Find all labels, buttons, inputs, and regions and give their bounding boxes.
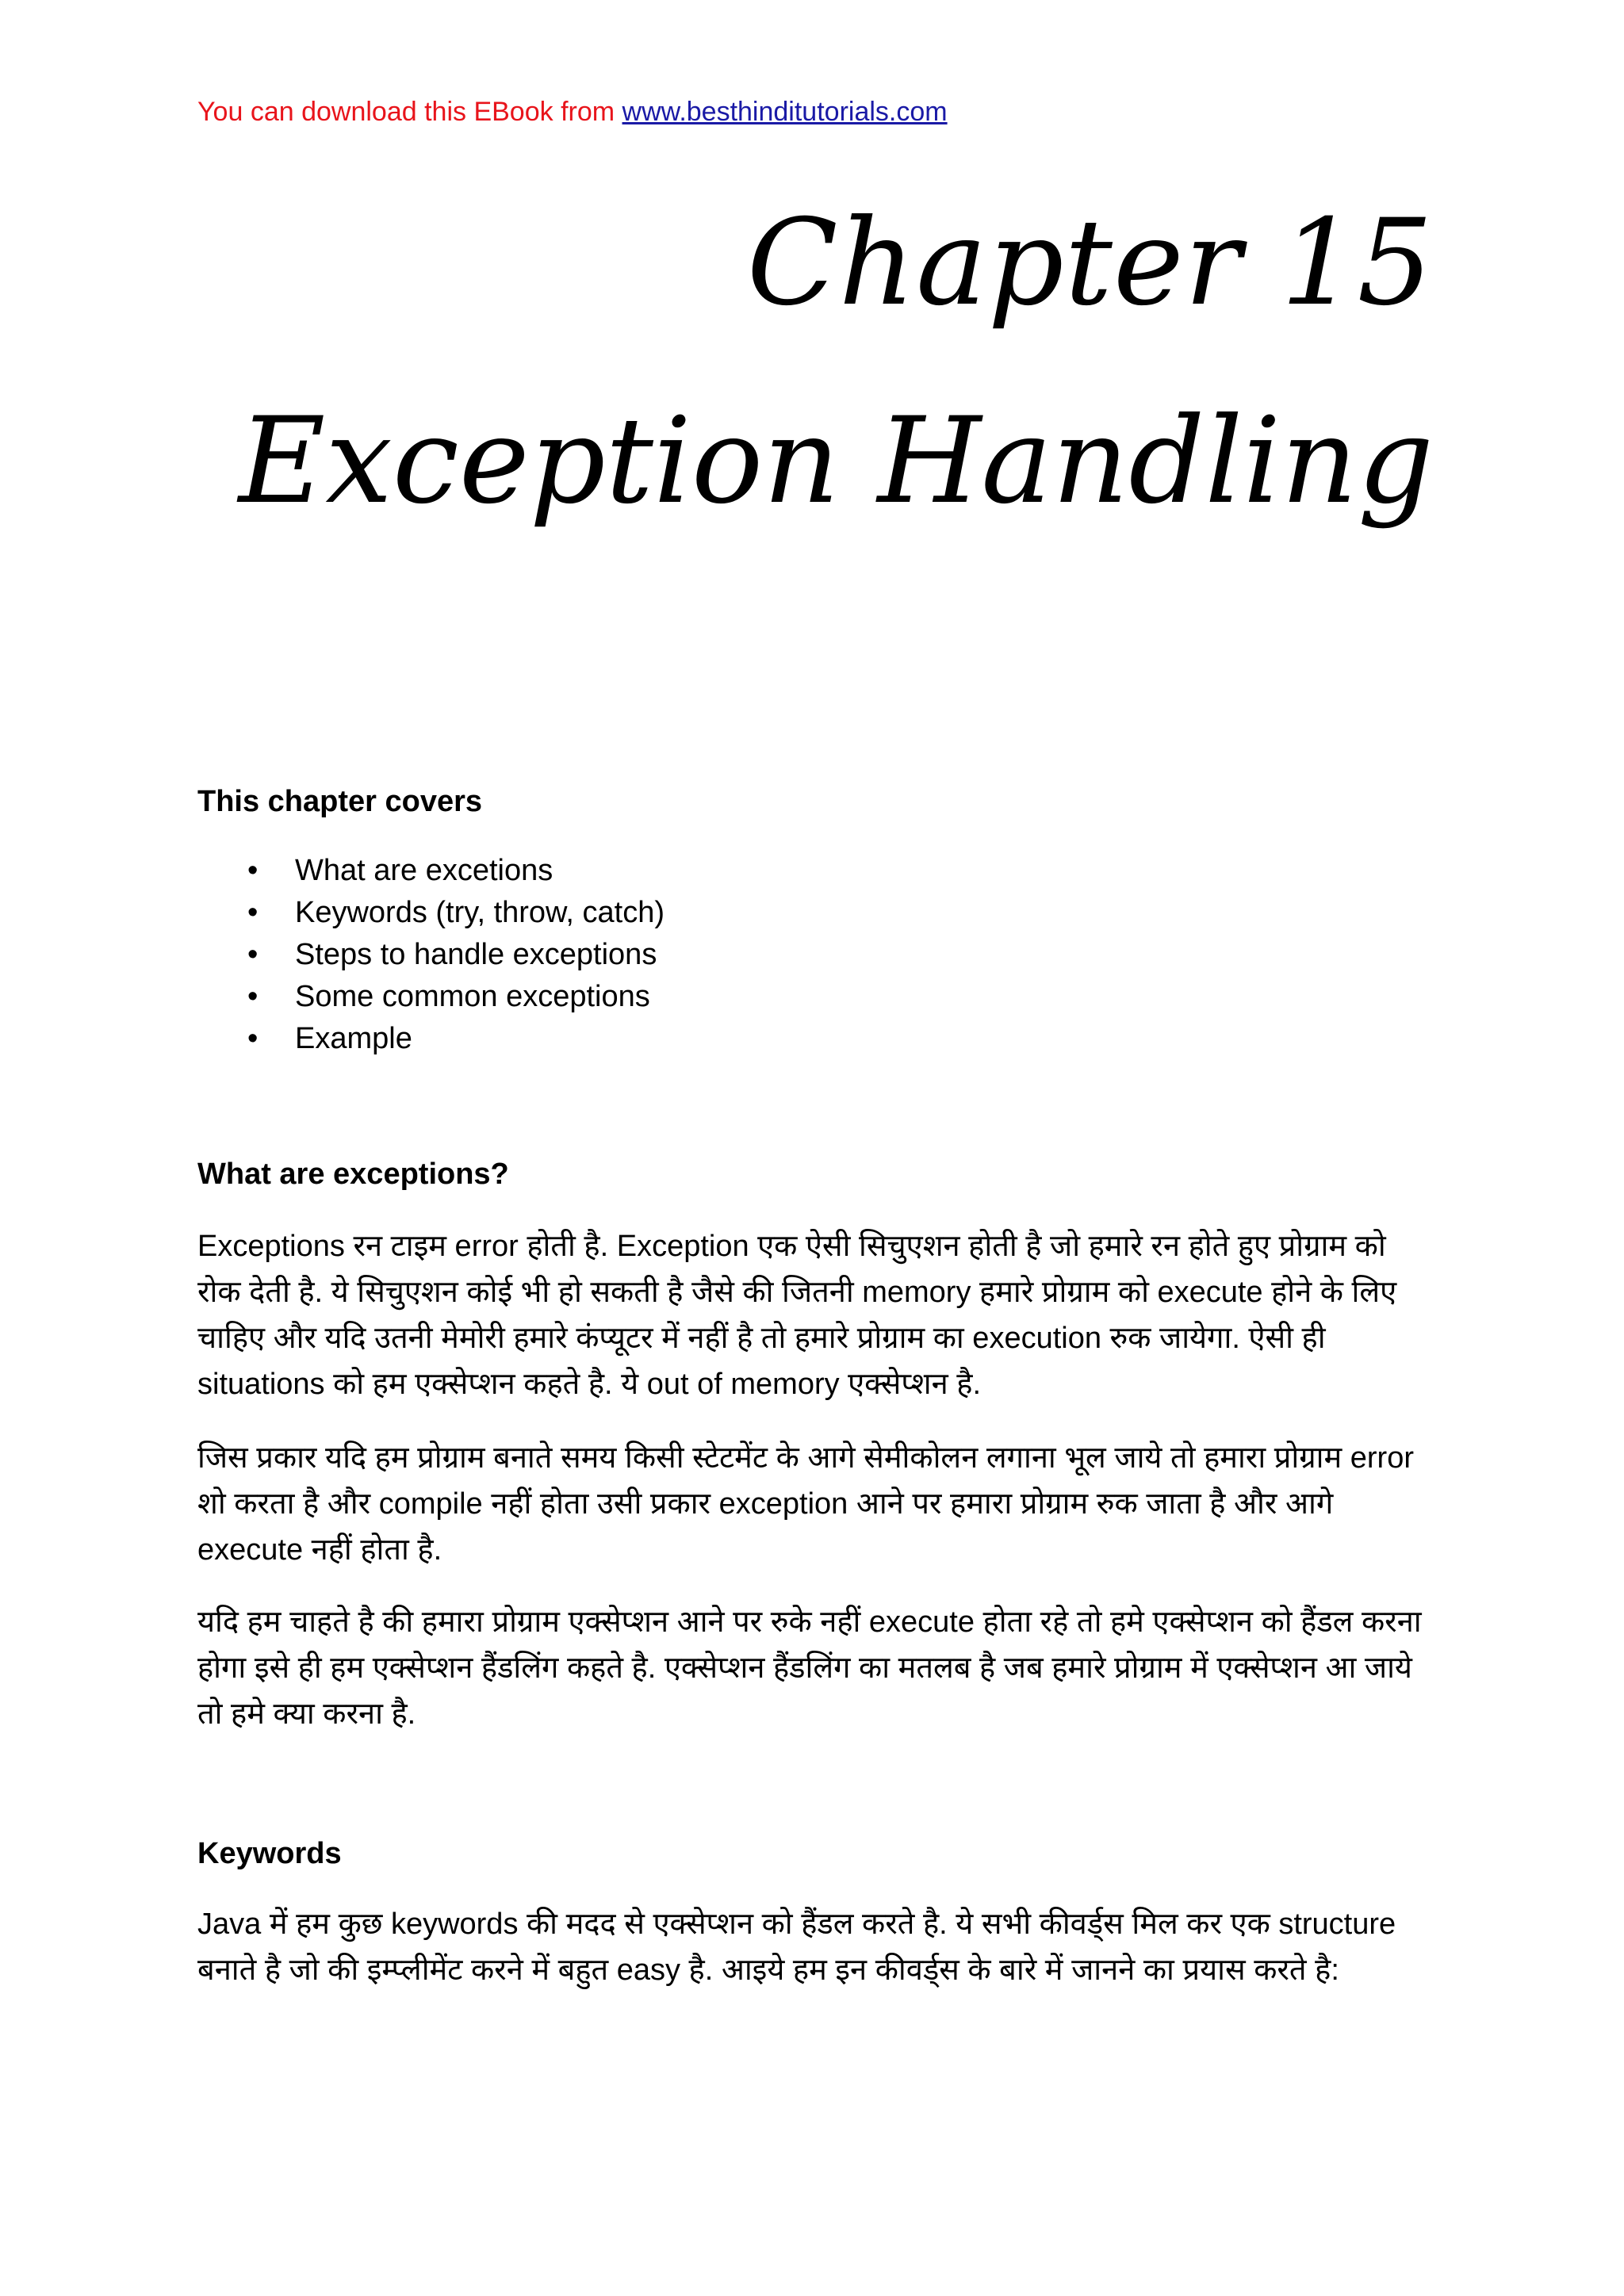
- covers-list: [238, 850, 665, 1060]
- list-item-text: Steps to handle exceptions: [295, 938, 657, 971]
- list-item-text: Keywords (try, throw, catch): [295, 896, 665, 929]
- exceptions-paragraph-1: Exceptions रन टाइम error होती है. Exception एक ऐसी सिचुएशन होती है जो हमारे रन होते हुए प्रोग्राम को रोक देती है. ये सिचुएशन कोई भी हो सकती है जैसे की जितनी memory हमारे प्रोग्राम को execute होने के लिए चाहिए और यदि उतनी मेमोरी हमारे कंप्यूटर में नहीं है तो हमारे प्रोग्राम का execution रुक जायेगा. ऐसी ही situations को हम एक्सेप्शन कहते है. ये out of memory एक्सेप्शन है.: [197, 1230, 1397, 1401]
- keywords-heading: Keywords: [197, 1837, 342, 1870]
- download-text: You can download this EBook from: [197, 97, 622, 127]
- exceptions-paragraph-2: जिस प्रकार यदि हम प्रोग्राम बनाते समय किसी स्टेटमेंट के आगे सेमीकोलन लगाना भूल जाये तो हमारा प्रोग्राम error शो करता है और compile नहीं होता उसी प्रकार exception आने पर हमारा प्रोग्राम रुक जाता है और आगे execute नहीं होता है.: [197, 1441, 1414, 1567]
- bullet-icon: •: [247, 854, 259, 887]
- chapter-title: Exception Handling: [238, 392, 1434, 530]
- list-item: [238, 1018, 665, 1060]
- website-link[interactable]: www.besthinditutorials.com: [622, 97, 948, 127]
- list-item: [238, 892, 665, 934]
- list-item: [238, 850, 665, 892]
- keywords-paragraph: Java में हम कुछ keywords की मदद से एक्सेप्शन को हैंडल करते है. ये सभी कीवर्ड्स मिल कर एक structure बनाते है जो की इम्प्लीमेंट करने में बहुत easy है. आइये हम इन कीवर्ड्स के बारे में जानने का प्रयास करते है:: [197, 1908, 1396, 1987]
- bullet-icon: •: [247, 1022, 259, 1055]
- covers-heading: This chapter covers: [197, 785, 483, 818]
- list-item-text: What are excetions: [295, 854, 553, 887]
- bullet-icon: •: [247, 896, 259, 929]
- list-item: [238, 976, 665, 1018]
- exceptions-heading: What are exceptions?: [197, 1158, 509, 1191]
- list-item-text: Some common exceptions: [295, 980, 650, 1013]
- bullet-icon: •: [247, 980, 259, 1013]
- download-notice: [197, 97, 948, 128]
- bullet-icon: •: [247, 938, 259, 971]
- list-item-text: Example: [295, 1022, 412, 1055]
- chapter-number: Chapter 15: [746, 194, 1434, 332]
- list-item: [238, 934, 665, 976]
- exceptions-paragraph-3: यदि हम चाहते है की हमारा प्रोग्राम एक्सेप्शन आने पर रुके नहीं execute होता रहे तो हमे एक्सेप्शन को हैंडल करना होगा इसे ही हम एक्सेप्शन हैंडलिंग कहते है. एक्सेप्शन हैंडलिंग का मतलब है जब हमारे प्रोग्राम में एक्सेप्शन आ जाये तो हमे क्या करना है.: [197, 1605, 1422, 1731]
